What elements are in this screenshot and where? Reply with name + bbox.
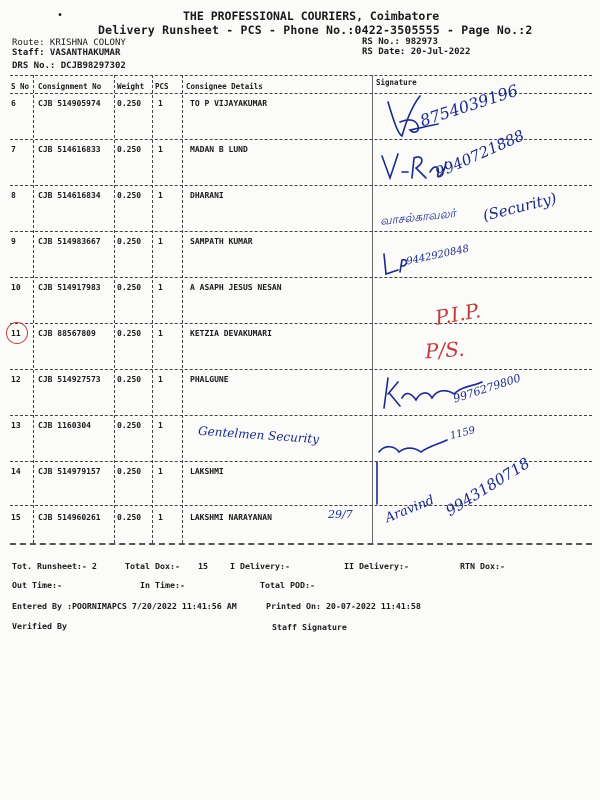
in-time-label: In Time:- [140,580,185,590]
phone-row-6: 8754039196 [417,80,521,131]
total-dox-value: 15 [198,561,208,571]
cell-pcs: 1 [158,375,163,384]
cell-pcs: 1 [158,421,163,430]
cell-sno: 7 [11,145,16,154]
cell-consignee: A ASAPH JESUS NESAN [190,283,282,292]
cell-consignee: LAKSHMI NARAYANAN [190,513,272,522]
cell-consignee: MADAN B LUND [190,145,248,154]
i-delivery-label: I Delivery:- [230,561,290,571]
cell-sno: 10 [11,283,21,292]
cell-consignee: PHALGUNE [190,375,229,384]
staff-label: Staff: VASANTHAKUMAR [12,48,121,58]
cell-consignee: SAMPATH KUMAR [190,237,253,246]
total-dox-label: Total Dox:- [125,561,180,571]
row-rule [10,323,592,324]
signature-row-13 [373,428,453,508]
row-rule [10,185,592,186]
cell-weight: 0.250 [117,467,142,476]
name-note-row-15: Aravind [383,492,437,527]
phone-row-13: 1159 [449,425,477,442]
cell-weight: 0.250 [117,513,142,522]
column-divider [114,75,115,543]
row-rule [10,415,592,416]
pip-note: P.I.P. [433,298,483,330]
cell-consignment: CJB 514905974 [38,99,101,108]
runsheet-title: Delivery Runsheet - PCS - Phone No.:0422-3505555 - Page No.:2 [98,23,533,37]
cell-pcs: 1 [158,145,163,154]
col-weight: Weight [117,82,145,91]
cell-sno: 8 [11,191,16,200]
rs-date: RS Date: 20-Jul-2022 [362,47,471,57]
cell-weight: 0.250 [117,283,142,292]
cell-weight: 0.250 [117,237,142,246]
printed-on: Printed On: 20-07-2022 11:41:58 [266,601,421,611]
tot-runsheet: Tot. Runsheet:- 2 [12,561,97,571]
cell-consignment: CJB 514616833 [38,145,101,154]
company-name: THE PROFESSIONAL COURIERS, Coimbatore [183,9,440,23]
total-pod-label: Total POD:- [260,580,315,590]
col-consignment: Consignment No [38,82,102,91]
cell-sno: 15 [11,513,21,522]
cell-pcs: 1 [158,99,163,108]
row-rule [10,277,592,278]
cell-consignee: LAKSHMI [190,467,224,476]
phone-row-9: 9442920848 [405,243,471,268]
entered-by: Entered By :POORNIMAPCS 7/20/2022 11:41:56 AM [12,601,237,611]
rtn-dox-label: RTN Dox:- [460,561,505,571]
drs-number: DRS No.: DCJB98297302 [12,61,126,71]
cell-sno: 6 [11,99,16,108]
cell-consignee: TO P VIJAYAKUMAR [190,99,268,108]
ps-note: P/S. [424,336,466,364]
cell-consignment: CJB 514979157 [38,467,101,476]
cell-pcs: 1 [158,191,163,200]
header-mark: • [57,10,64,21]
phone-row-15: 9943180718 [442,454,533,520]
security-note-row-8: (Security) [480,189,559,225]
cell-sno: 9 [11,237,16,246]
date-note-row-15: 29/7 [328,508,353,521]
col-pcs: PCS [155,82,169,91]
cell-consignment: CJB 514960261 [38,513,101,522]
cell-pcs: 1 [158,329,163,338]
cell-sno: 14 [11,467,21,476]
cell-sno: 11 [11,329,21,338]
cell-consignment: CJB 514616834 [38,191,101,200]
gentlemen-security-note: Gentelmen Security [197,423,320,447]
cell-consignment: CJB 1160304 [38,421,91,430]
rs-number: RS No.: 982973 [362,37,438,47]
signature-row-9 [378,250,408,278]
cell-consignment: CJB 514917983 [38,283,101,292]
col-sno: S No [11,82,30,91]
cell-weight: 0.250 [117,329,142,338]
row-rule [10,505,592,506]
cell-consignment: CJB 514983667 [38,237,101,246]
cell-weight: 0.250 [117,191,142,200]
out-time-label: Out Time:- [12,580,62,590]
cell-consignee: DHARANI [190,191,224,200]
column-divider [33,75,34,543]
route-label: Route: KRISHNA COLONY [12,38,126,48]
cell-weight: 0.250 [117,421,142,430]
column-divider [182,75,183,543]
col-signature: Signature [376,78,417,87]
cell-pcs: 1 [158,283,163,292]
tamil-note-row-8: வாசல்காவலர் [379,206,457,228]
cell-sno: 12 [11,375,21,384]
cell-weight: 0.250 [117,375,142,384]
cell-sno: 13 [11,421,21,430]
phone-row-7: 9940721888 [432,126,527,182]
col-consignee: Consignee Details [186,82,263,91]
table-top-rule [10,75,592,76]
cell-weight: 0.250 [117,99,142,108]
staff-signature-label: Staff Signature [272,622,347,632]
cell-consignment: CJB 88567809 [38,329,96,338]
row-rule [10,369,592,370]
cell-pcs: 1 [158,467,163,476]
verified-by: Verified By [12,621,67,631]
row-rule [10,231,592,232]
cell-weight: 0.250 [117,145,142,154]
row-rule [10,461,592,462]
cell-consignment: CJB 514927573 [38,375,101,384]
cell-pcs: 1 [158,237,163,246]
cell-consignee: KETZIA DEVAKUMARI [190,329,272,338]
column-divider [152,75,153,543]
row-11-circle-mark [6,322,28,344]
cell-pcs: 1 [158,513,163,522]
table-bottom-rule [10,543,592,545]
phone-row-12: 9976279800 [451,371,523,406]
ii-delivery-label: II Delivery:- [344,561,409,571]
